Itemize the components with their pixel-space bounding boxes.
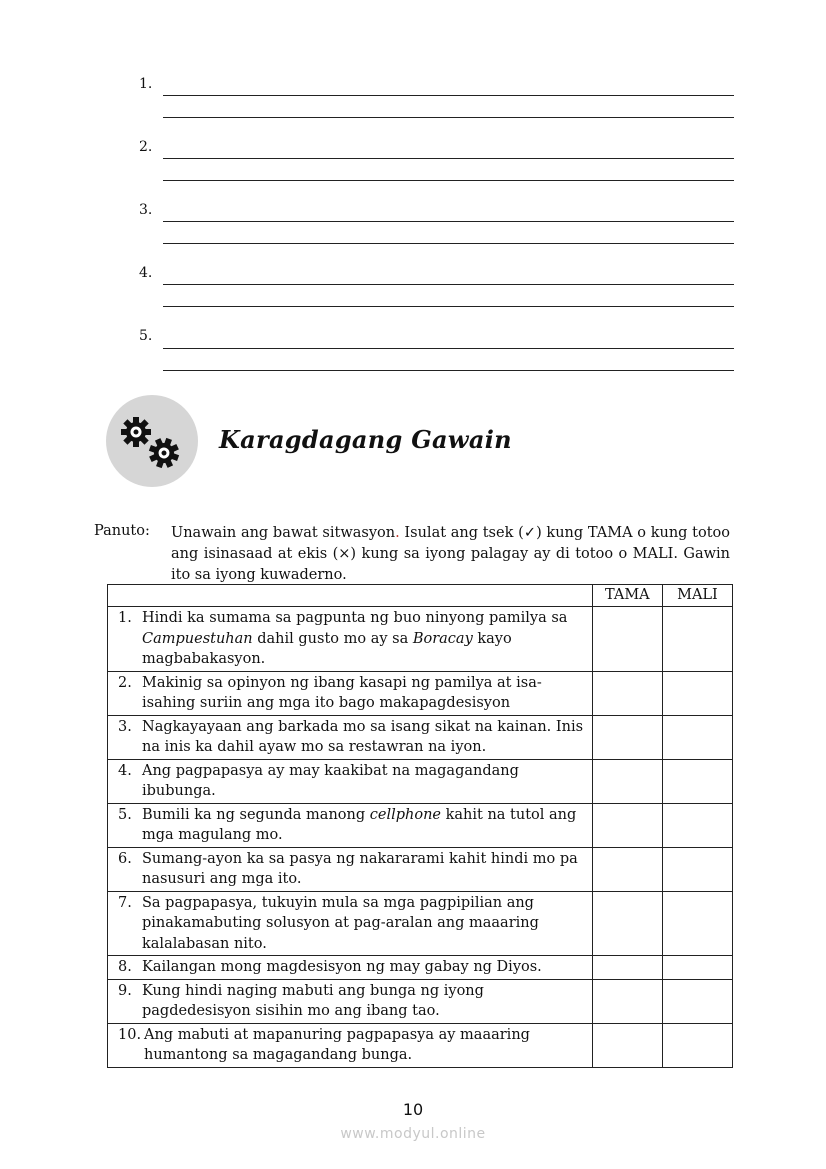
tama-cell[interactable] <box>592 803 662 847</box>
question-cell <box>108 715 593 759</box>
table-row <box>108 759 733 803</box>
question-text <box>142 849 586 890</box>
question-text-part: Ang mabuti at mapanuring pagpapasya ay maaaring humantong sa magagandang bunga. <box>144 1026 530 1063</box>
answer-line[interactable] <box>163 158 734 159</box>
table-row <box>108 847 733 891</box>
mali-cell[interactable] <box>662 847 732 891</box>
question-cell <box>108 671 593 715</box>
instructions-text-part: Isulat ang tsek (✓) kung TAMA o kung totoo ang isinasaad at ekis (×) kung sa iyong palagay ay di totoo o MALI. Gawin ito sa iyong kuwaderno. <box>171 525 730 583</box>
question-number: 9. <box>118 982 132 999</box>
question-cell <box>108 607 593 672</box>
table-row <box>108 715 733 759</box>
tama-cell[interactable] <box>592 607 662 672</box>
instructions-text-part: Unawain ang bawat sitwasyon <box>171 525 396 541</box>
table-header-row <box>108 585 733 607</box>
mali-cell[interactable] <box>662 671 732 715</box>
section-title: Karagdagang Gawain <box>219 425 512 454</box>
answer-line[interactable] <box>163 243 734 244</box>
answer-line[interactable] <box>163 284 734 285</box>
header-mali: MALI <box>662 585 732 607</box>
tama-cell[interactable] <box>592 671 662 715</box>
tama-cell[interactable] <box>592 715 662 759</box>
table-row <box>108 979 733 1023</box>
table-row <box>108 956 733 980</box>
question-text <box>142 673 586 714</box>
watermark: www.modyul.online <box>340 1126 486 1142</box>
question-number: 3. <box>118 718 132 735</box>
answer-line[interactable] <box>163 348 734 349</box>
question-text-part: Kailangan mong magdesisyon ng may gabay ng Diyos. <box>142 959 542 975</box>
question-text <box>142 981 586 1022</box>
question-text-part: Bumili ka ng segunda manong <box>142 806 370 823</box>
instructions-text <box>171 523 730 586</box>
tama-cell[interactable] <box>592 891 662 956</box>
question-text-part: Nagkayayaan ang barkada mo sa isang sikat na kainan. Inis na inis ka dahil ayaw mo sa restawran na iyon. <box>142 718 584 755</box>
question-text-part: kahit na tutol ang mga magulang mo. <box>142 806 577 843</box>
table-row <box>108 607 733 672</box>
question-text <box>142 957 586 978</box>
mali-cell[interactable] <box>662 715 732 759</box>
question-number: 7. <box>118 894 132 911</box>
mali-cell[interactable] <box>662 891 732 956</box>
answer-line-number: 5. <box>139 328 153 344</box>
question-cell <box>108 847 593 891</box>
table-row <box>108 803 733 847</box>
quiz-table <box>107 584 733 1068</box>
question-text <box>144 1025 586 1066</box>
header-question <box>108 585 593 607</box>
table-row <box>108 1023 733 1067</box>
question-cell <box>108 1023 593 1067</box>
question-cell <box>108 979 593 1023</box>
mali-cell[interactable] <box>662 607 732 672</box>
question-number: 6. <box>118 850 132 867</box>
question-text-part: Sa pagpapasya, tukuyin mula sa mga pagpipilian ang pinakamabuting solusyon at pag-aralan ang maaaring kalalabasan nito. <box>142 894 539 952</box>
tama-cell[interactable] <box>592 759 662 803</box>
answer-line-number: 4. <box>139 265 153 281</box>
quiz-body <box>108 607 733 1068</box>
question-text-part: Makinig sa opinyon ng ibang kasapi ng pamilya at isa-isahing suriin ang mga ito bago makapagdesisyon <box>142 674 542 711</box>
question-text <box>142 761 586 802</box>
question-text <box>142 893 586 955</box>
question-number: 2. <box>118 674 132 691</box>
question-text-part: Kung hindi naging mabuti ang bunga ng iyong pagdedesisyon sisihin mo ang ibang tao. <box>142 982 484 1019</box>
question-number: 5. <box>118 806 132 823</box>
question-text <box>142 805 586 846</box>
question-text-part: dahil gusto mo ay sa <box>252 630 413 647</box>
mali-cell[interactable] <box>662 956 732 980</box>
mali-cell[interactable] <box>662 1023 732 1067</box>
instructions-dot: . <box>395 525 400 541</box>
question-cell <box>108 803 593 847</box>
answer-line[interactable] <box>163 95 734 96</box>
question-cell <box>108 891 593 956</box>
question-text-part: Sumang-ayon ka sa pasya ng nakararami kahit hindi mo pa nasusuri ang mga ito. <box>142 850 578 887</box>
answer-line[interactable] <box>163 370 734 371</box>
question-text-part: Hindi ka sumama sa pagpunta ng buo ninyong pamilya sa <box>142 610 568 626</box>
question-number: 8. <box>118 959 132 975</box>
answer-line-number: 2. <box>139 139 153 155</box>
header-tama: TAMA <box>592 585 662 607</box>
question-number: 10. <box>118 1026 142 1043</box>
mali-cell[interactable] <box>662 803 732 847</box>
mali-cell[interactable] <box>662 759 732 803</box>
table-row <box>108 891 733 956</box>
question-text <box>142 717 586 758</box>
mali-cell[interactable] <box>662 979 732 1023</box>
gears-icon <box>106 395 198 487</box>
tama-cell[interactable] <box>592 979 662 1023</box>
question-text-part: Boracay <box>412 630 473 647</box>
answer-line-number: 1. <box>139 76 153 92</box>
page-number: 10 <box>402 1100 424 1119</box>
question-cell <box>108 759 593 803</box>
tama-cell[interactable] <box>592 847 662 891</box>
instructions-label: Panuto: <box>94 523 150 539</box>
answer-line[interactable] <box>163 180 734 181</box>
question-text-part: Ang pagpapasya ay may kaakibat na magagandang ibubunga. <box>142 762 519 799</box>
question-number: 1. <box>118 610 132 626</box>
question-text-part: Campuestuhan <box>142 630 253 647</box>
question-text <box>142 608 586 670</box>
answer-line-number: 3. <box>139 202 153 218</box>
question-cell <box>108 956 593 980</box>
tama-cell[interactable] <box>592 956 662 980</box>
table-row <box>108 671 733 715</box>
tama-cell[interactable] <box>592 1023 662 1067</box>
question-number: 4. <box>118 762 132 779</box>
answer-line[interactable] <box>163 221 734 222</box>
answer-line[interactable] <box>163 306 734 307</box>
question-text-part: cellphone <box>369 806 441 823</box>
answer-line[interactable] <box>163 117 734 118</box>
question-text-part: kayo magbabakasyon. <box>142 630 512 667</box>
